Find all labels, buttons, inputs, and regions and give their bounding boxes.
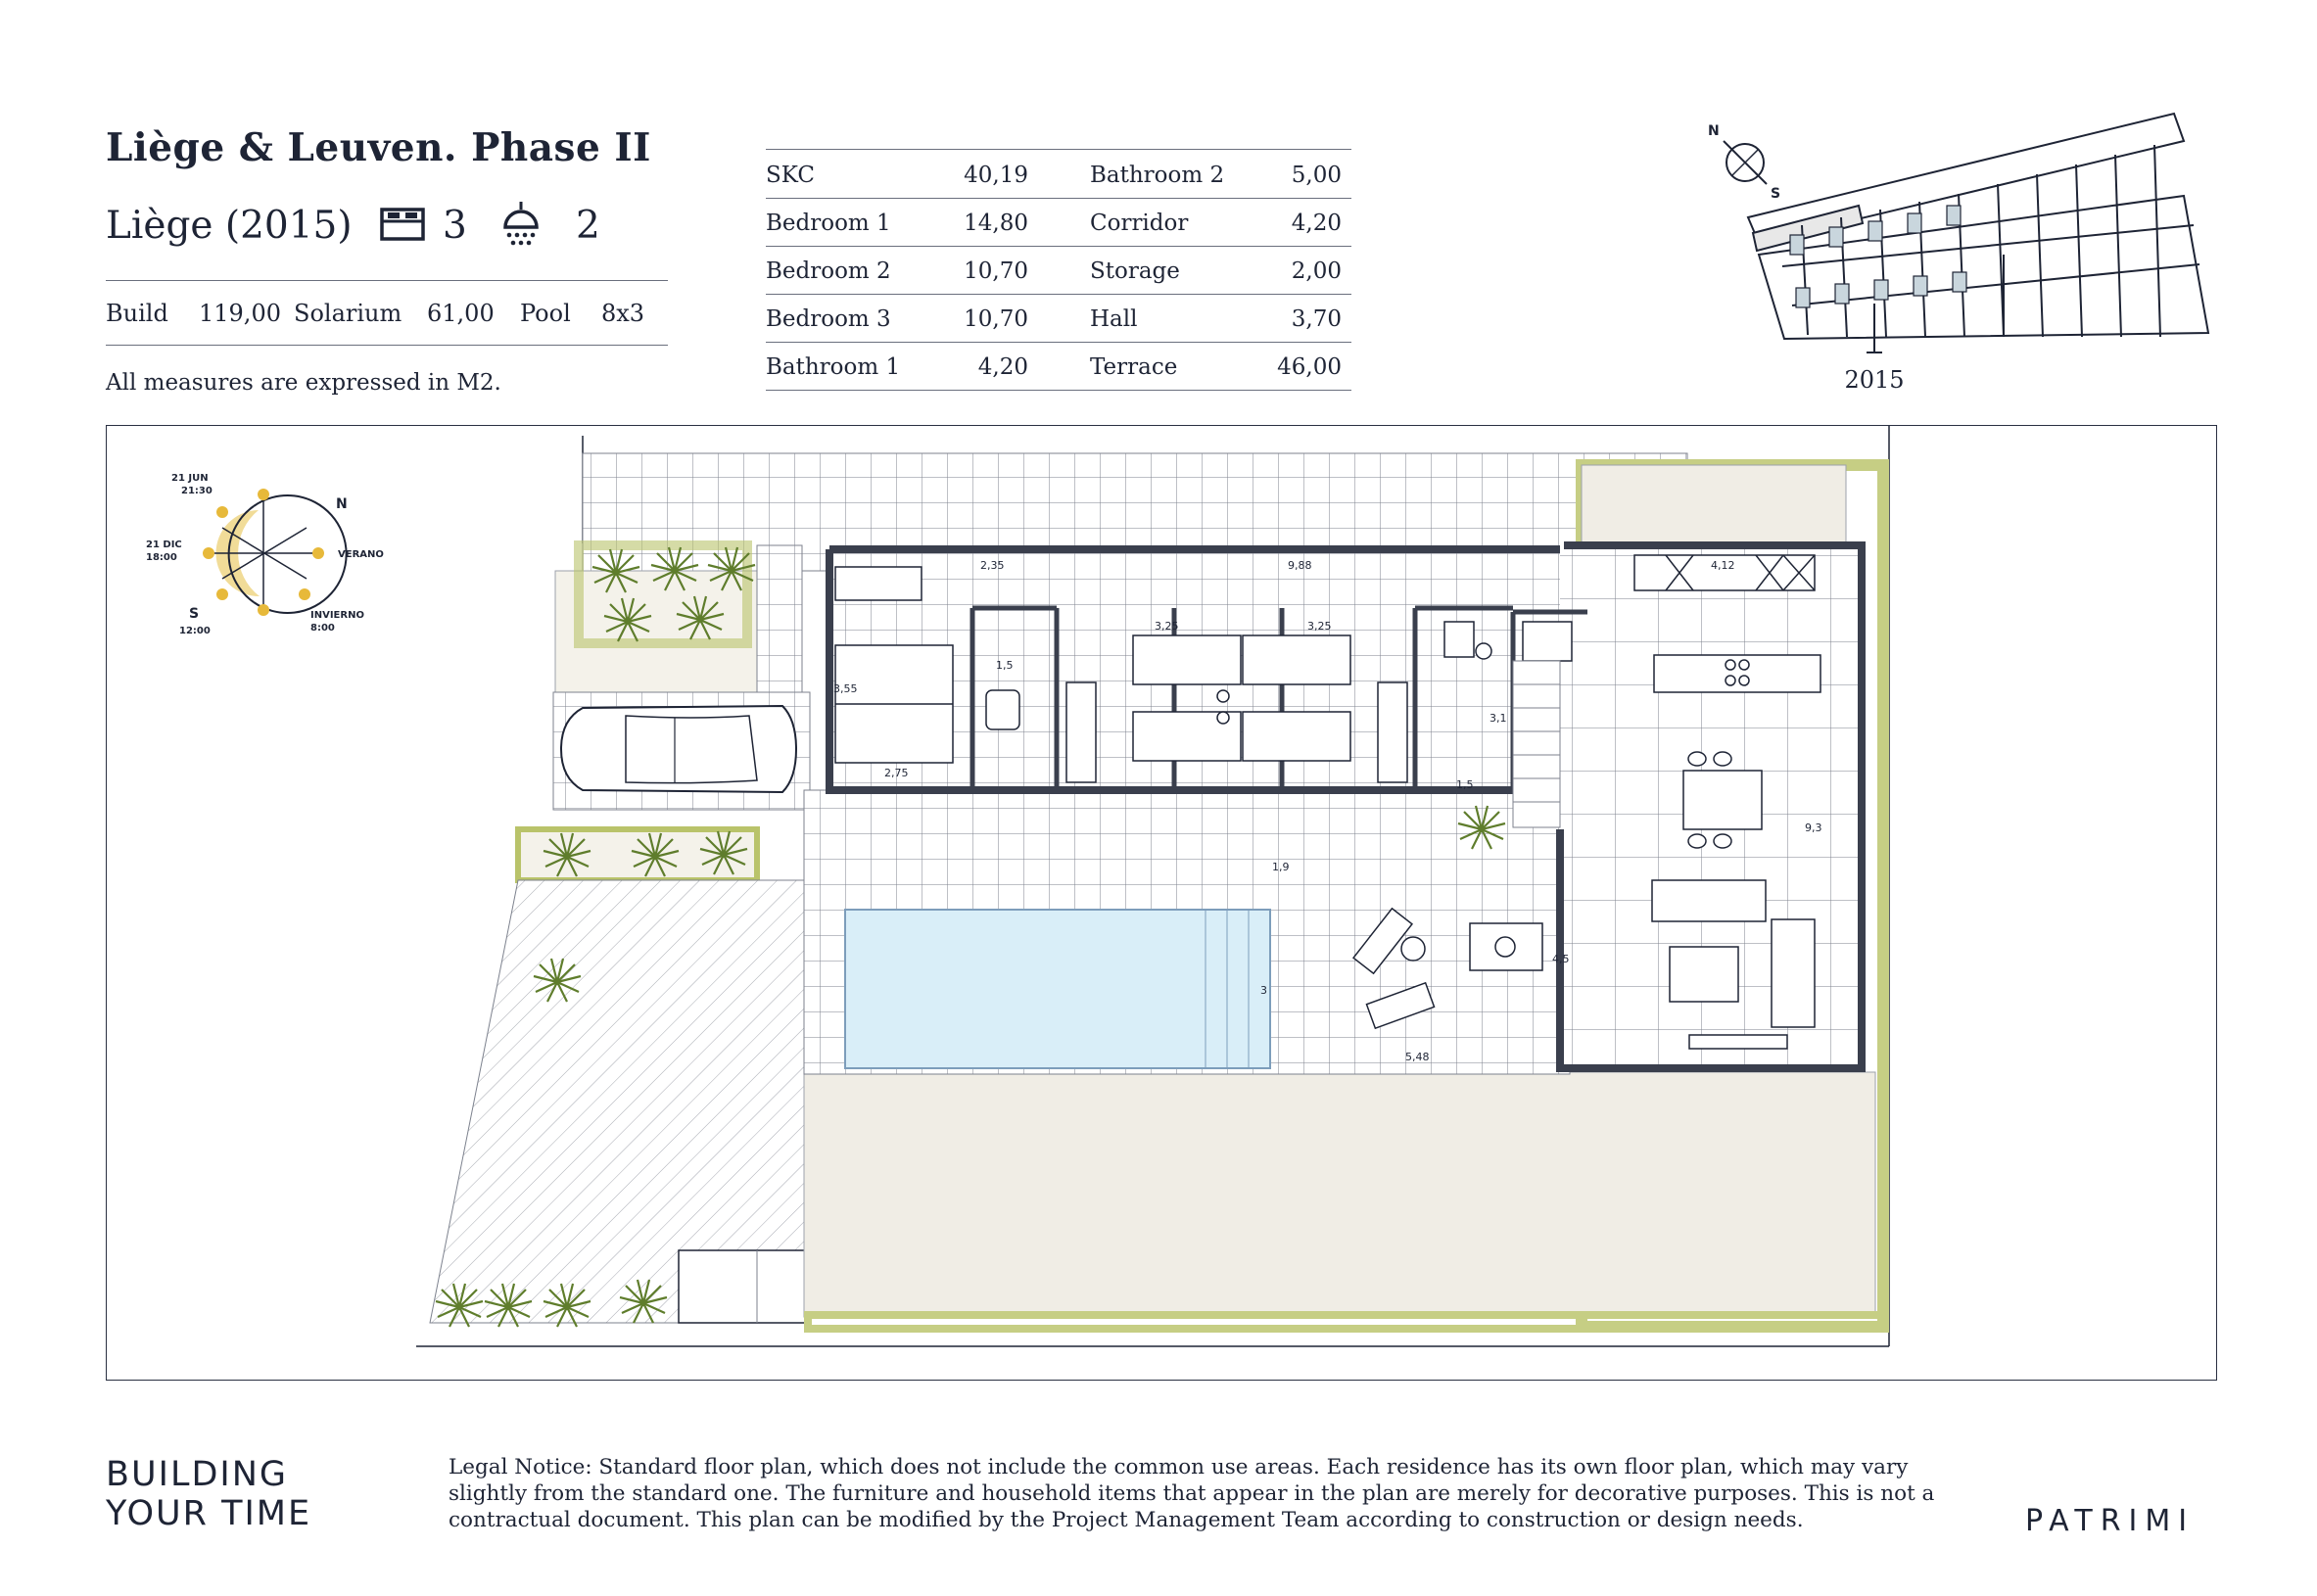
sun-verano-label: VERANO xyxy=(338,549,384,560)
solarium-label: Solarium xyxy=(294,300,402,327)
dim-label: 3,25 xyxy=(1155,620,1179,633)
table-row xyxy=(766,151,1351,199)
dim-label: 1,5 xyxy=(1456,778,1474,791)
page-title: Liège & Leuven. Phase II xyxy=(106,125,651,170)
sun-invierno-label: INVIERNO 8:00 xyxy=(310,610,364,634)
area-name: Bathroom 2 xyxy=(1090,163,1225,188)
area-name: Hall xyxy=(1090,306,1138,332)
area-name: Terrace xyxy=(1090,354,1178,380)
unit-subtitle: Liège (2015) xyxy=(106,204,353,248)
car-icon xyxy=(561,706,796,792)
dim-label: 2,35 xyxy=(980,559,1005,572)
sun-path-icon xyxy=(146,473,384,636)
floor-plan xyxy=(107,426,2218,1382)
dim-label: 2,75 xyxy=(884,767,909,779)
build-label: Build xyxy=(106,300,168,327)
dim-label: 4,5 xyxy=(1552,953,1570,965)
table-row xyxy=(766,295,1351,343)
sun-south-label: S xyxy=(189,606,200,622)
pool-label: Pool xyxy=(520,300,571,327)
area-value: 5,00 xyxy=(1291,163,1342,188)
divider xyxy=(106,345,668,346)
sun-summer-label: 21 JUN 21:30 xyxy=(171,473,213,496)
dim-label: 9,3 xyxy=(1805,821,1822,834)
dim-label: 4,12 xyxy=(1711,559,1735,572)
compass-s-label: S xyxy=(1771,186,1781,202)
area-value: 10,70 xyxy=(964,306,1028,332)
brand-tagline-line1: BUILDING xyxy=(106,1455,289,1494)
bathroom-count: 2 xyxy=(576,204,600,248)
dim-label: 5,48 xyxy=(1405,1051,1430,1063)
dim-label: 1,5 xyxy=(996,659,1014,672)
table-row xyxy=(766,199,1351,247)
area-name: Corridor xyxy=(1090,211,1189,236)
brand-tagline-line2: YOUR TIME xyxy=(106,1494,312,1533)
area-name: SKC xyxy=(766,163,815,188)
solarium-value: 61,00 xyxy=(427,300,495,327)
shower-icon xyxy=(501,200,541,247)
legal-notice-line: slightly from the standard one. The furniture and household items that appear in the plan are merely for decorative purposes. This is not a xyxy=(449,1481,1935,1506)
sun-winter-label: 21 DIC 18:00 xyxy=(146,540,182,563)
dim-label: 3,25 xyxy=(1307,620,1332,633)
legal-notice-line: Legal Notice: Standard floor plan, which does not include the common use areas. Each residence has its own floor plan, which may vary xyxy=(449,1455,1909,1479)
build-value: 119,00 xyxy=(199,300,281,327)
table-top-rule xyxy=(766,149,1351,150)
area-name: Bathroom 1 xyxy=(766,354,901,380)
area-value: 46,00 xyxy=(1277,354,1342,380)
area-name: Bedroom 1 xyxy=(766,211,891,236)
sun-noon-label: 12:00 xyxy=(179,626,211,636)
area-value: 14,80 xyxy=(964,211,1028,236)
area-value: 10,70 xyxy=(964,258,1028,284)
site-blocks xyxy=(1748,114,2208,339)
dim-label: 3,55 xyxy=(833,682,858,695)
brand-logo: PATRIMI xyxy=(2025,1504,2196,1538)
area-value: 2,00 xyxy=(1291,258,1342,284)
area-name: Storage xyxy=(1090,258,1180,284)
measures-note: All measures are expressed in M2. xyxy=(106,370,501,396)
dim-label: 3,1 xyxy=(1490,712,1507,725)
bedroom-count: 3 xyxy=(443,204,467,248)
area-name: Bedroom 3 xyxy=(766,306,891,332)
site-map xyxy=(1694,108,2229,401)
pool-value: 8x3 xyxy=(601,300,645,327)
dim-label: 3 xyxy=(1260,984,1267,997)
area-value: 4,20 xyxy=(1291,211,1342,236)
site-unit-label: 2015 xyxy=(1844,366,1905,394)
area-value: 4,20 xyxy=(977,354,1028,380)
table-row xyxy=(766,247,1351,295)
area-value: 40,19 xyxy=(964,163,1028,188)
dim-label: 9,88 xyxy=(1288,559,1312,572)
divider xyxy=(106,280,668,281)
compass-n-label: N xyxy=(1708,123,1720,139)
pool xyxy=(845,910,1270,1068)
bed-icon xyxy=(380,208,425,241)
sun-north-label: N xyxy=(336,496,348,512)
floor-plan-frame xyxy=(106,425,2217,1381)
legal-notice-line: contractual document. This plan can be modified by the Project Management Team according to construction or design needs. xyxy=(449,1508,1804,1532)
dim-label: 1,9 xyxy=(1272,861,1290,873)
area-name: Bedroom 2 xyxy=(766,258,891,284)
compass-icon xyxy=(1708,123,1780,202)
area-value: 3,70 xyxy=(1291,306,1342,332)
table-row xyxy=(766,343,1351,391)
